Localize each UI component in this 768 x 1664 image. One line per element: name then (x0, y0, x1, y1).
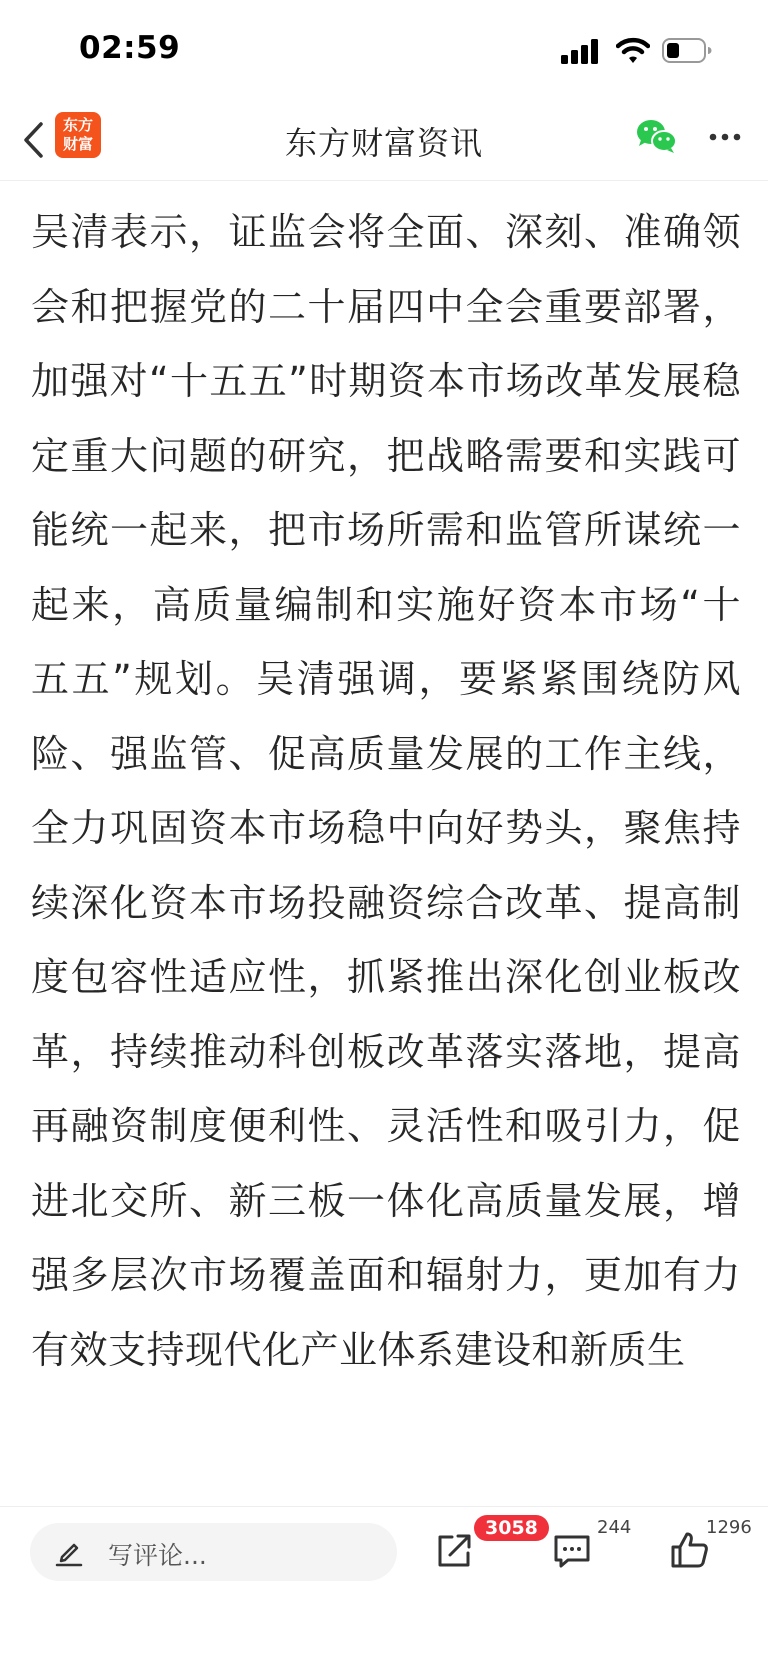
comment-count: 244 (597, 1517, 632, 1538)
share-count-badge: 3058 (474, 1515, 549, 1541)
battery-icon (662, 37, 712, 64)
nav-bar (0, 100, 768, 181)
comment-placeholder: 写评论... (108, 1541, 207, 1570)
like-count: 1296 (706, 1517, 752, 1538)
article-content[interactable] (0, 181, 768, 1506)
signal-icon (561, 38, 603, 64)
wifi-icon (616, 35, 650, 65)
article-paragraph: 吴清表示，证监会将全面、深刻、准确领会和把握党的二十届四中全会重要部署，加强对“十五五”时期资本市场改革发展稳定重大问题的研究，把战略需要和实践可能统一起来，把市场所需和监管所谋统一起来，高质量编制和实施好资本市场“十五五”规划。吴清强调，要紧紧围绕防风险、强监管、促高质量发展的工作主线，全力巩固资本市场稳中向好势头，聚焦持续深化资本市场投融资综合改革、提高制度包容性适应性，抓紧推出深化创业板改革，持续推动科创板改革落实落地，提高再融资制度便利性、灵活性和吸引力，促进北交所、新三板一体化高质量发展，增强多层次市场覆盖面和辐射力，更加有力有效支持现代化产业体系建设和新质生 (31, 210, 741, 1372)
logo-text-line1: 东方 (62, 116, 93, 134)
like-icon[interactable] (669, 1529, 711, 1571)
share-icon[interactable] (434, 1531, 474, 1571)
status-bar (0, 0, 768, 100)
comment-icon[interactable] (552, 1531, 592, 1571)
page-title: 东方财富资讯 (284, 124, 483, 162)
pen-icon (54, 1537, 84, 1567)
wechat-icon[interactable] (636, 118, 678, 156)
bottom-action-bar (0, 1506, 768, 1664)
logo-text-line2: 财富 (62, 135, 93, 153)
more-icon[interactable] (708, 132, 742, 142)
status-time: 02:59 (79, 30, 181, 66)
comment-input[interactable] (30, 1523, 397, 1581)
